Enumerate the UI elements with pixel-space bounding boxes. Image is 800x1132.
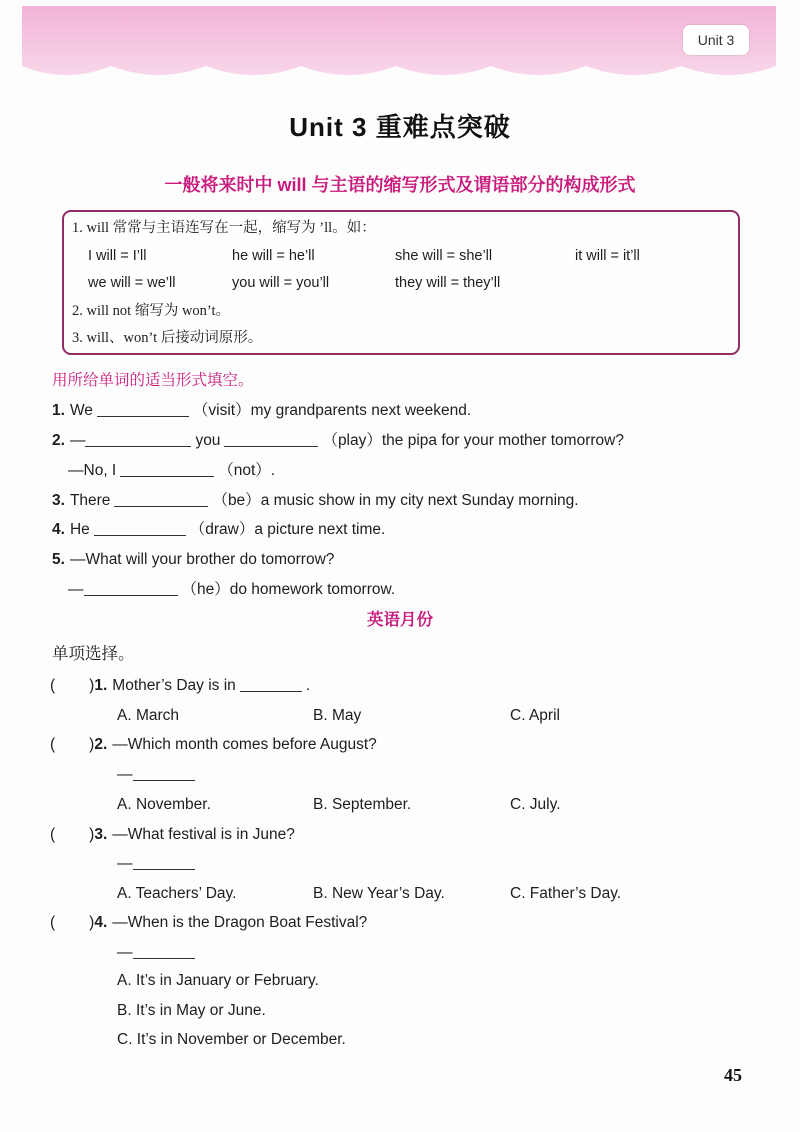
item-text: a music show in my city next Sunday morning. [260,492,579,509]
item-text: —What will your brother do tomorrow? [69,551,335,568]
choice-question [50,912,367,934]
item-hint: （visit） [192,402,251,419]
item-number: 4. [52,521,65,538]
paren-open: ( [50,736,56,753]
answer-blank [94,520,186,536]
item-number: 1. [52,402,65,419]
item-text: my grandparents next weekend. [250,402,472,419]
reply-line [117,764,199,786]
item-text: . [270,462,276,479]
choice-question [50,824,295,846]
answer-blank [133,943,195,959]
example-we-will: we will = we’ll [88,275,176,291]
item-text: a picture next time. [254,521,386,538]
item-hint: （be） [212,492,261,509]
paren-close: ) [89,826,95,843]
grammar-rule-box [62,210,740,355]
reply-dash: — [117,855,133,872]
question-number: 2. [94,736,108,753]
item-hint: （play） [322,432,382,449]
paren-open: ( [50,826,56,843]
option-c: C. April [510,707,560,724]
example-it-will: it will = it’ll [575,248,640,264]
question-number: 1. [94,677,108,694]
question-stem: —When is the Dragon Boat Festival? [112,914,368,931]
example-they-will: they will = they’ll [395,275,501,291]
option-b: B. New Year’s Day. [313,885,445,902]
answer-blank [224,431,318,447]
fill-item [52,490,579,512]
paren-close: ) [89,914,95,931]
grammar-heading: 一般将来时中 will 与主语的缩写形式及谓语部分的构成形式 [164,175,636,195]
unit-tag: Unit 3 [683,25,749,55]
page-number: 45 [724,1065,742,1085]
option-c: C. It’s in November or December. [117,1031,346,1048]
option-b: B. It’s in May or June. [117,1002,266,1019]
option-c: C. Father’s Day. [510,885,622,902]
item-text: the pipa for your mother tomorrow? [381,432,624,449]
option-b: B. September. [313,796,412,813]
rule-2: 2. will not 缩写为 won’t。 [72,303,231,319]
answer-blank [84,580,178,596]
option-c: C. July. [510,796,561,813]
question-number: 4. [94,914,108,931]
option-a: A. Teachers’ Day. [117,885,237,902]
item-text: do homework tomorrow. [229,581,396,598]
item-hint: （not） [218,462,271,479]
question-stem-end: . [305,677,311,694]
example-he-will: he will = he’ll [232,248,315,264]
item-text: We [69,402,93,419]
item-text: you [195,432,221,449]
item-number: 5. [52,551,65,568]
choice-instruction: 单项选择。 [52,645,135,663]
example-you-will: you will = you’ll [232,275,330,291]
reply-dash: — [117,766,133,783]
example-she-will: she will = she’ll [395,248,493,264]
choice-question [50,734,377,756]
question-stem: —What festival is in June? [112,826,295,843]
header-banner [0,0,800,90]
reply-line [117,942,199,964]
answer-blank [133,854,195,870]
answer-blank [85,431,191,447]
item-hint: （he） [181,581,230,598]
fill-item [52,519,385,541]
answer-blank [133,765,195,781]
fill-item-reply [68,579,395,601]
answer-blank [97,401,189,417]
example-i-will: I will = I’ll [88,248,147,264]
answer-blank [240,676,302,692]
item-text: He [69,521,90,538]
reply-dash: — [117,944,133,961]
item-number: 2. [52,432,65,449]
fill-item [52,549,334,571]
option-a: A. It’s in January or February. [117,972,319,989]
question-number: 3. [94,826,108,843]
question-stem: Mother’s Day is in [112,677,236,694]
item-text: — [69,432,86,449]
reply-line [117,853,199,875]
item-text: There [69,492,111,509]
page-title: Unit 3 重难点突破 [289,112,511,142]
answer-blank [120,461,214,477]
paren-close: ) [89,736,95,753]
paren-close: ) [89,677,95,694]
item-number: 3. [52,492,65,509]
question-stem: —Which month comes before August? [112,736,377,753]
months-heading: 英语月份 [367,611,433,629]
fill-item-reply [68,460,275,482]
paren-open: ( [50,914,56,931]
paren-open: ( [50,677,56,694]
fill-item [52,400,471,422]
fill-instruction: 用所给单词的适当形式填空。 [52,372,254,389]
choice-question [50,675,310,697]
option-a: A. November. [117,796,211,813]
rule-1: 1. will 常常与主语连写在一起，缩写为 ’ll。如： [72,220,376,236]
item-text: — [68,581,84,598]
option-a: A. March [117,707,180,724]
item-hint: （draw） [189,521,255,538]
banner-wave [22,6,776,75]
rule-3: 3. will、won’t 后接动词原形。 [72,330,263,346]
option-b: B. May [313,707,362,724]
answer-blank [114,491,208,507]
item-text: —No, I [68,462,117,479]
fill-item [52,430,624,452]
